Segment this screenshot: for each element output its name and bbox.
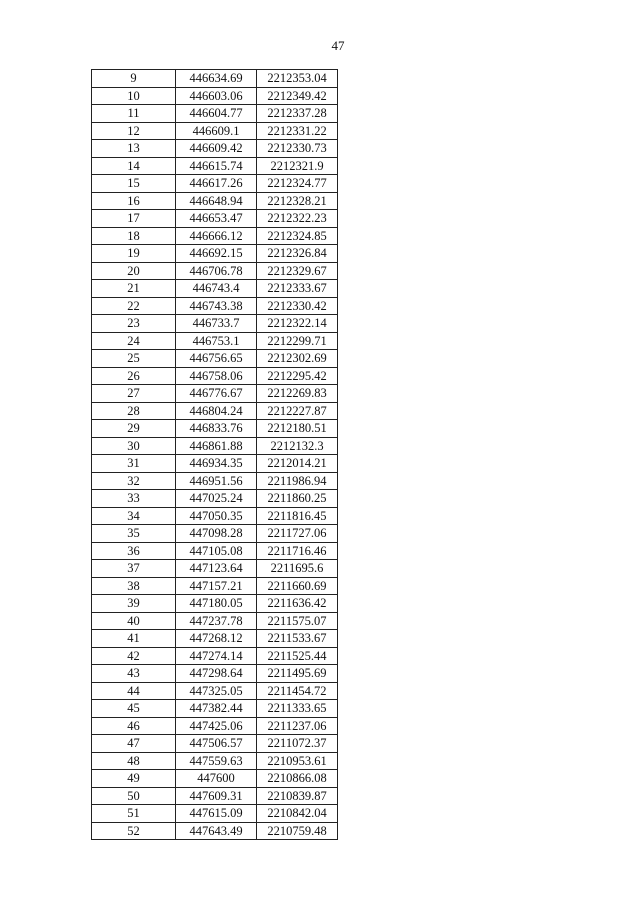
y-coordinate-cell: 2212180.51 — [257, 420, 338, 438]
point-number-cell: 15 — [92, 175, 176, 193]
x-coordinate-cell: 447237.78 — [176, 612, 257, 630]
point-number-cell: 17 — [92, 210, 176, 228]
table-row — [92, 455, 338, 473]
point-number-cell: 47 — [92, 735, 176, 753]
table-row — [92, 280, 338, 298]
x-coordinate-cell: 446833.76 — [176, 420, 257, 438]
point-number-cell: 34 — [92, 507, 176, 525]
x-coordinate-cell: 447643.49 — [176, 822, 257, 840]
x-coordinate-cell: 446617.26 — [176, 175, 257, 193]
y-coordinate-cell: 2212299.71 — [257, 332, 338, 350]
point-number-cell: 32 — [92, 472, 176, 490]
y-coordinate-cell: 2210842.04 — [257, 805, 338, 823]
y-coordinate-cell: 2211237.06 — [257, 717, 338, 735]
y-coordinate-cell: 2212326.84 — [257, 245, 338, 263]
point-number-cell: 14 — [92, 157, 176, 175]
x-coordinate-cell: 447298.64 — [176, 665, 257, 683]
x-coordinate-cell: 447325.05 — [176, 682, 257, 700]
point-number-cell: 22 — [92, 297, 176, 315]
table-row — [92, 630, 338, 648]
table-row — [92, 490, 338, 508]
table-row — [92, 175, 338, 193]
point-number-cell: 36 — [92, 542, 176, 560]
x-coordinate-cell: 446804.24 — [176, 402, 257, 420]
table-row — [92, 647, 338, 665]
table-row — [92, 122, 338, 140]
table-row — [92, 822, 338, 840]
y-coordinate-cell: 2211716.46 — [257, 542, 338, 560]
x-coordinate-cell: 446609.42 — [176, 140, 257, 158]
point-number-cell: 21 — [92, 280, 176, 298]
x-coordinate-cell: 446706.78 — [176, 262, 257, 280]
x-coordinate-cell: 447180.05 — [176, 595, 257, 613]
y-coordinate-cell: 2212321.9 — [257, 157, 338, 175]
y-coordinate-cell: 2211575.07 — [257, 612, 338, 630]
table-row — [92, 262, 338, 280]
point-number-cell: 38 — [92, 577, 176, 595]
table-row — [92, 315, 338, 333]
x-coordinate-cell: 446615.74 — [176, 157, 257, 175]
x-coordinate-cell: 446692.15 — [176, 245, 257, 263]
y-coordinate-cell: 2211986.94 — [257, 472, 338, 490]
table-row — [92, 367, 338, 385]
table-row — [92, 332, 338, 350]
y-coordinate-cell: 2212324.77 — [257, 175, 338, 193]
point-number-cell: 26 — [92, 367, 176, 385]
point-number-cell: 23 — [92, 315, 176, 333]
point-number-cell: 50 — [92, 787, 176, 805]
x-coordinate-cell: 446634.69 — [176, 70, 257, 88]
y-coordinate-cell: 2212337.28 — [257, 105, 338, 123]
y-coordinate-cell: 2211525.44 — [257, 647, 338, 665]
x-coordinate-cell: 446666.12 — [176, 227, 257, 245]
y-coordinate-cell: 2212322.14 — [257, 315, 338, 333]
y-coordinate-cell: 2212324.85 — [257, 227, 338, 245]
point-number-cell: 20 — [92, 262, 176, 280]
x-coordinate-cell: 446934.35 — [176, 455, 257, 473]
y-coordinate-cell: 2212331.22 — [257, 122, 338, 140]
y-coordinate-cell: 2211333.65 — [257, 700, 338, 718]
x-coordinate-cell: 446733.7 — [176, 315, 257, 333]
x-coordinate-cell: 446951.56 — [176, 472, 257, 490]
point-number-cell: 30 — [92, 437, 176, 455]
y-coordinate-cell: 2212227.87 — [257, 402, 338, 420]
x-coordinate-cell: 446743.4 — [176, 280, 257, 298]
table-row — [92, 525, 338, 543]
y-coordinate-cell: 2210953.61 — [257, 752, 338, 770]
point-number-cell: 29 — [92, 420, 176, 438]
y-coordinate-cell: 2210866.08 — [257, 770, 338, 788]
table-row — [92, 437, 338, 455]
x-coordinate-cell: 447600 — [176, 770, 257, 788]
point-number-cell: 9 — [92, 70, 176, 88]
y-coordinate-cell: 2212353.04 — [257, 70, 338, 88]
point-number-cell: 42 — [92, 647, 176, 665]
x-coordinate-cell: 446648.94 — [176, 192, 257, 210]
x-coordinate-cell: 446653.47 — [176, 210, 257, 228]
y-coordinate-cell: 2212132.3 — [257, 437, 338, 455]
y-coordinate-cell: 2212269.83 — [257, 385, 338, 403]
point-number-cell: 18 — [92, 227, 176, 245]
y-coordinate-cell: 2211636.42 — [257, 595, 338, 613]
x-coordinate-cell: 447274.14 — [176, 647, 257, 665]
x-coordinate-cell: 446758.06 — [176, 367, 257, 385]
y-coordinate-cell: 2212349.42 — [257, 87, 338, 105]
table-row — [92, 612, 338, 630]
y-coordinate-cell: 2212333.67 — [257, 280, 338, 298]
point-number-cell: 10 — [92, 87, 176, 105]
table-row — [92, 472, 338, 490]
x-coordinate-cell: 446776.67 — [176, 385, 257, 403]
y-coordinate-cell: 2211695.6 — [257, 560, 338, 578]
x-coordinate-cell: 447268.12 — [176, 630, 257, 648]
point-number-cell: 24 — [92, 332, 176, 350]
table-row — [92, 87, 338, 105]
point-number-cell: 19 — [92, 245, 176, 263]
table-row — [92, 140, 338, 158]
table-row — [92, 770, 338, 788]
table-row — [92, 507, 338, 525]
y-coordinate-cell: 2212295.42 — [257, 367, 338, 385]
x-coordinate-cell: 447025.24 — [176, 490, 257, 508]
table-row — [92, 560, 338, 578]
x-coordinate-cell: 447123.64 — [176, 560, 257, 578]
point-number-cell: 46 — [92, 717, 176, 735]
x-coordinate-cell: 446756.65 — [176, 350, 257, 368]
x-coordinate-cell: 446753.1 — [176, 332, 257, 350]
y-coordinate-cell: 2212322.23 — [257, 210, 338, 228]
table-row — [92, 787, 338, 805]
table-row — [92, 385, 338, 403]
point-number-cell: 41 — [92, 630, 176, 648]
x-coordinate-cell: 447157.21 — [176, 577, 257, 595]
y-coordinate-cell: 2211860.25 — [257, 490, 338, 508]
point-number-cell: 12 — [92, 122, 176, 140]
table-row — [92, 805, 338, 823]
y-coordinate-cell: 2211454.72 — [257, 682, 338, 700]
table-row — [92, 192, 338, 210]
point-number-cell: 25 — [92, 350, 176, 368]
x-coordinate-cell: 446609.1 — [176, 122, 257, 140]
y-coordinate-cell: 2210759.48 — [257, 822, 338, 840]
y-coordinate-cell: 2211495.69 — [257, 665, 338, 683]
point-number-cell: 39 — [92, 595, 176, 613]
table-row — [92, 595, 338, 613]
point-number-cell: 33 — [92, 490, 176, 508]
x-coordinate-cell: 446603.06 — [176, 87, 257, 105]
y-coordinate-cell: 2211816.45 — [257, 507, 338, 525]
y-coordinate-cell: 2212014.21 — [257, 455, 338, 473]
x-coordinate-cell: 446861.88 — [176, 437, 257, 455]
x-coordinate-cell: 446604.77 — [176, 105, 257, 123]
y-coordinate-cell: 2212330.73 — [257, 140, 338, 158]
point-number-cell: 31 — [92, 455, 176, 473]
point-number-cell: 40 — [92, 612, 176, 630]
page-number: 47 — [331, 38, 345, 53]
table-row — [92, 245, 338, 263]
point-number-cell: 45 — [92, 700, 176, 718]
table-row — [92, 350, 338, 368]
y-coordinate-cell: 2212328.21 — [257, 192, 338, 210]
point-number-cell: 27 — [92, 385, 176, 403]
table-row — [92, 735, 338, 753]
y-coordinate-cell: 2211072.37 — [257, 735, 338, 753]
y-coordinate-cell: 2211660.69 — [257, 577, 338, 595]
table-row — [92, 402, 338, 420]
point-number-cell: 51 — [92, 805, 176, 823]
x-coordinate-cell: 446743.38 — [176, 297, 257, 315]
table-row — [92, 105, 338, 123]
y-coordinate-cell: 2212302.69 — [257, 350, 338, 368]
coordinates-table-body — [92, 70, 338, 840]
point-number-cell: 11 — [92, 105, 176, 123]
table-row — [92, 542, 338, 560]
table-row — [92, 665, 338, 683]
point-number-cell: 43 — [92, 665, 176, 683]
table-row — [92, 682, 338, 700]
y-coordinate-cell: 2211727.06 — [257, 525, 338, 543]
x-coordinate-cell: 447559.63 — [176, 752, 257, 770]
y-coordinate-cell: 2210839.87 — [257, 787, 338, 805]
point-number-cell: 35 — [92, 525, 176, 543]
y-coordinate-cell: 2212330.42 — [257, 297, 338, 315]
x-coordinate-cell: 447609.31 — [176, 787, 257, 805]
point-number-cell: 49 — [92, 770, 176, 788]
point-number-cell: 28 — [92, 402, 176, 420]
x-coordinate-cell: 447615.09 — [176, 805, 257, 823]
x-coordinate-cell: 447098.28 — [176, 525, 257, 543]
table-row — [92, 700, 338, 718]
point-number-cell: 13 — [92, 140, 176, 158]
y-coordinate-cell: 2211533.67 — [257, 630, 338, 648]
table-row — [92, 227, 338, 245]
point-number-cell: 48 — [92, 752, 176, 770]
x-coordinate-cell: 447050.35 — [176, 507, 257, 525]
y-coordinate-cell: 2212329.67 — [257, 262, 338, 280]
x-coordinate-cell: 447506.57 — [176, 735, 257, 753]
x-coordinate-cell: 447105.08 — [176, 542, 257, 560]
x-coordinate-cell: 447382.44 — [176, 700, 257, 718]
table-row — [92, 297, 338, 315]
table-row — [92, 420, 338, 438]
point-number-cell: 16 — [92, 192, 176, 210]
table-row — [92, 157, 338, 175]
table-row — [92, 752, 338, 770]
table-row — [92, 210, 338, 228]
table-row — [92, 70, 338, 88]
point-number-cell: 44 — [92, 682, 176, 700]
point-number-cell: 52 — [92, 822, 176, 840]
table-row — [92, 717, 338, 735]
x-coordinate-cell: 447425.06 — [176, 717, 257, 735]
coordinates-table — [91, 69, 338, 840]
point-number-cell: 37 — [92, 560, 176, 578]
table-row — [92, 577, 338, 595]
